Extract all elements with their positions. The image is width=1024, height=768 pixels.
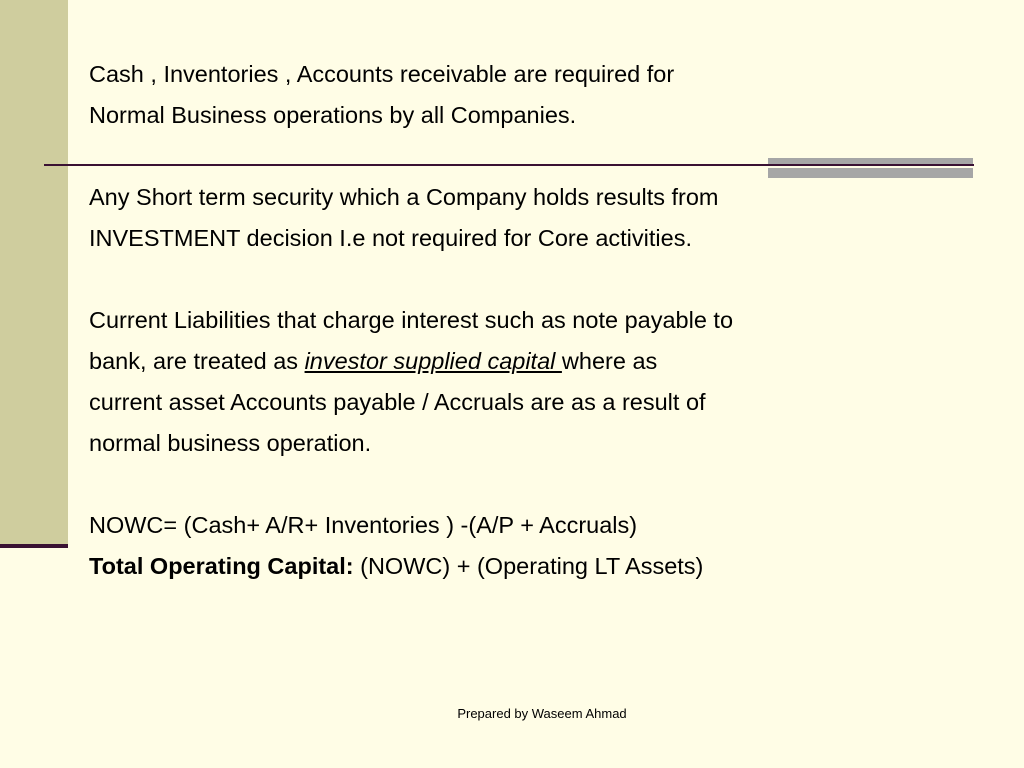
title-divider-rule (44, 164, 974, 166)
para3-line2-end: where as (561, 348, 658, 374)
para3-line4: normal business operation. (89, 430, 372, 456)
footer-credit: Prepared by Waseem Ahmad (457, 706, 627, 721)
left-divider-rule (0, 544, 68, 548)
para1-line2: Normal Business operations by all Companies. (89, 102, 577, 128)
para2-line1: Any Short term security which a Company holds results from (89, 184, 719, 210)
para3-line3: current asset Accounts payable / Accruals are as a result of (89, 389, 706, 415)
para2-line2: INVESTMENT decision I.e not required for Core activities. (89, 225, 692, 251)
para3-line2 (89, 350, 657, 374)
left-decorative-band (0, 0, 68, 545)
nowc-formula: NOWC= (Cash+ A/R+ Inventories ) -(A/P + Accruals) (89, 512, 638, 538)
total-operating-capital-formula (89, 555, 703, 579)
investor-supplied-capital-emphasis: investor supplied capital (304, 348, 562, 374)
total-operating-capital-expression: (NOWC) + (Operating LT Assets) (353, 553, 704, 579)
accent-bar-top (768, 158, 973, 164)
accent-bar-bottom (768, 168, 973, 178)
para3-line1: Current Liabilities that charge interest such as note payable to (89, 307, 734, 333)
para3-line2-start: bank, are treated as (89, 348, 305, 374)
total-operating-capital-label: Total Operating Capital: (89, 553, 354, 579)
para1-line1: Cash , Inventories , Accounts receivable are required for (89, 61, 675, 87)
